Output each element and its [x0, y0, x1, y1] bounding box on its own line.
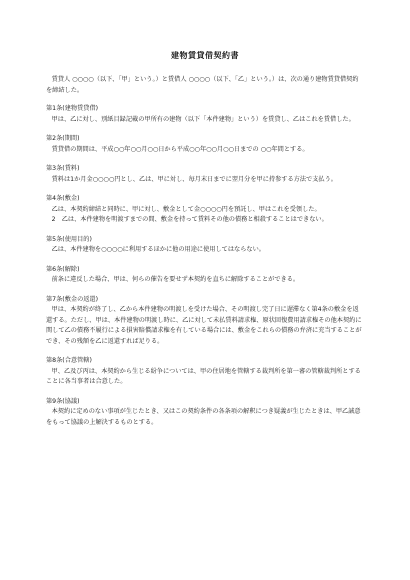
- article-5: [46, 235, 364, 256]
- article-7: [46, 295, 364, 348]
- article-heading: 第2条(期間): [46, 135, 80, 142]
- article-paragraph: 乙は、本件建物を○○○○に利用するほかに他の用途に使用してはならない。: [51, 246, 265, 253]
- article-paragraph: 2 乙は、本件建物を明渡すまでの間、敷金を持って賃料その他の債務と相殺することはできない。: [51, 216, 328, 223]
- article-heading: 第5条(使用目的): [46, 235, 92, 243]
- article-paragraph: 前条に違反した場合、甲は、何らの催告を要せず本契約を直ちに解除することができる。: [51, 276, 300, 283]
- article-3: [46, 164, 364, 185]
- article-heading: 第8条(合意管轄): [46, 357, 92, 364]
- article-paragraph: 本契約に定めのない事項が生じたとき、又はこの契約条件の各条項の解釈につき疑義が生じたときは、甲乙誠意をもって協議の上解決するものとする。: [46, 408, 361, 426]
- article-8: [46, 356, 364, 388]
- article-heading: 第7条(敷金の返還): [46, 295, 99, 303]
- article-heading: 第1条(建物賃貸借): [46, 105, 99, 112]
- article-2: [46, 134, 364, 155]
- article-paragraph: 甲は、本契約が終了し、乙から本件建物の明渡しを受けた場合、その明渡し完了日に遅滞なく第4条の敷金を返還する。ただし、甲は、本件建物の明渡し時に、乙に対して未払賃料請求権、原状回復費用請求権その他本契約に関して乙の債務不履行による損害賠償請求権を有している場合には、敷金をこれらの債務の弁済に充当することができ、その残額を乙に返還すれば足りる。: [46, 306, 362, 345]
- article-paragraph: 賃貸借の期間は、平成○○年○○月○○日から平成○○年○○月○○日までの ○○年間とする。: [51, 145, 309, 153]
- article-4: [46, 194, 364, 226]
- article-paragraph: 乙は、本契約締結と同時に、甲に対し、敷金として金○○○○円を預託し、甲はこれを受領した。: [51, 205, 321, 213]
- article-heading: 第4条(敷金): [46, 195, 80, 202]
- article-9: [46, 397, 364, 429]
- article-6: [46, 265, 364, 286]
- article-heading: 第9条(協議): [46, 397, 80, 405]
- article-heading: 第6条(解除): [46, 265, 80, 273]
- article-heading: 第3条(賃料): [46, 165, 80, 172]
- document-title: 建物賃貸借契約書: [171, 51, 239, 60]
- article-1: [46, 104, 364, 125]
- intro-paragraph: 賃貸人 ○○○○（以下、「甲」という。）と賃借人 ○○○○（以下、「乙」という。）は、次の通り建物賃貸借契約を締結した。: [46, 76, 359, 94]
- article-paragraph: 甲は、乙に対し、別紙目録記載の甲所有の建物（以下「本件建物」という）を賃貸し、乙はこれを賃借した。: [51, 115, 355, 123]
- article-paragraph: 甲、乙及び丙は、本契約から生じる紛争については、甲の住居地を管轄する裁判所を第一審の管轄裁判所とすることに各当事者は合意した。: [46, 367, 361, 385]
- articles-list: [46, 104, 364, 428]
- article-paragraph: 賃料は1か月金○○○○円とし、乙は、甲に対し、毎月末日までに翌月分を甲に持参する方法で支払う。: [51, 175, 337, 183]
